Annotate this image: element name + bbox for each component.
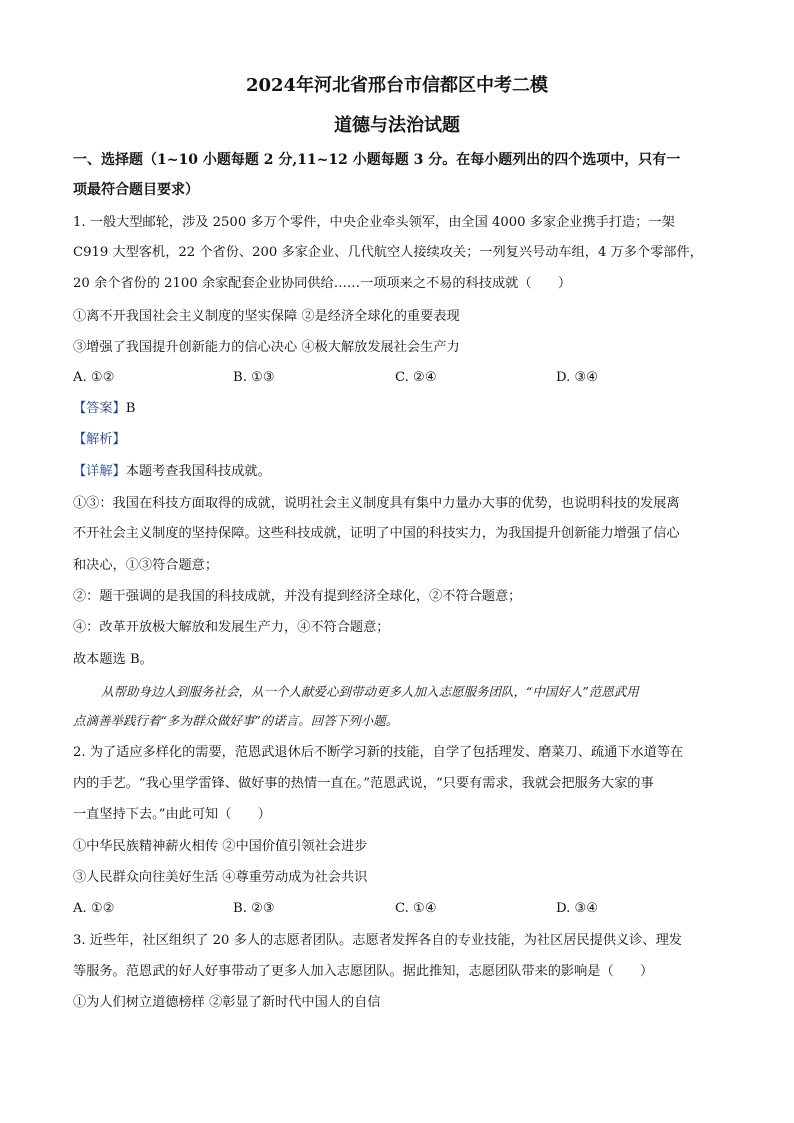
q1-option-a: A. ①② xyxy=(73,370,115,385)
q1-explanation: ④：改革开放极大解放和发展生产力，④不符合题意； xyxy=(73,620,390,635)
q2-option-a: A. ①② xyxy=(73,901,115,916)
q1-statements: ①离不开我国社会主义制度的坚实保障 ②是经济全球化的重要表现 xyxy=(73,309,460,324)
q2-stem: 2. 为了适应多样化的需要，范恩武退休后不断学习新的技能，自学了包括理发、磨菜刀、疏通下水道等在 xyxy=(73,745,684,760)
q1-answer xyxy=(73,400,723,418)
q1-statements: ③增强了我国提升创新能力的信心决心 ④极大解放发展社会生产力 xyxy=(73,340,460,355)
q2-option-c: C. ①④ xyxy=(395,901,437,916)
q1-stem: C919 大型客机，22 个省份、200 多家企业、几代航空人接续攻关；一列复兴号动车组，4 万多个零部件， xyxy=(73,245,703,260)
q1-conclusion: 故本题选 B。 xyxy=(73,652,153,667)
q3-stem: 3. 近些年，社区组织了 20 多人的志愿者团队。志愿者发挥各自的专业技能，为社区居民提供义诊、理发 xyxy=(73,933,682,948)
q2-option-b: B. ②③ xyxy=(233,901,275,916)
q1-explanation: 和决心，①③符合题意； xyxy=(73,558,219,573)
q1-stem: 20 余个省份的 2100 余家配套企业协同供给……一项项来之不易的科技成就（ ） xyxy=(73,276,572,291)
material-text: 从帮助身边人到服务社会，从一个人献爱心到带动更多人加入志愿服务团队，“中国好人”范恩武用 xyxy=(101,684,639,699)
material-text: 点滴善举践行着“多为群众做好事”的诺言。回答下列小题。 xyxy=(73,713,399,728)
detail-label: 【详解】 xyxy=(73,464,126,479)
exam-title: 2024年河北省邢台市信都区中考二模 xyxy=(245,75,549,96)
analysis-label: 【解析】 xyxy=(73,432,126,447)
section-heading-cont: 项最符合题目要求） xyxy=(73,182,199,198)
q1-stem: 1. 一般大型邮轮，涉及 2500 多万个零件，中央企业牵头领军，由全国 4000 多家企业携手打造；一架 xyxy=(73,215,675,230)
q2-statements: ①中华民族精神薪火相传 ②中国价值引领社会进步 xyxy=(73,839,368,854)
detail-text: 本题考查我国科技成就。 xyxy=(125,464,271,479)
q1-option-d: D. ③④ xyxy=(556,370,599,385)
q3-stem: 等服务。范恩武的好人好事带动了更多人加入志愿团队。据此推知，志愿团队带来的影响是（ ） xyxy=(73,964,654,979)
q1-option-c: C. ②④ xyxy=(395,370,437,385)
q1-explanation: ②：题干强调的是我国的科技成就，并没有提到经济全球化，②不符合题意； xyxy=(73,589,522,604)
q2-statements: ③人民群众向往美好生活 ④尊重劳动成为社会共识 xyxy=(73,870,368,885)
q1-explanation: ①③：我国在科技方面取得的成就，说明社会主义制度具有集中力量办大事的优势，也说明科技的发展离 xyxy=(73,496,680,511)
q1-option-b: B. ①③ xyxy=(233,370,275,385)
q2-stem: 内的手艺。“我心里学雷锋、做好事的热情一直在。”范恩武说，“只要有需求，我就会把服务大家的事 xyxy=(73,776,654,791)
q3-statements: ①为人们树立道德榜样 ②彰显了新时代中国人的自信 xyxy=(73,995,381,1010)
answer-value: B xyxy=(125,401,136,416)
answer-label: 【答案】 xyxy=(73,401,126,416)
q2-stem: 一直坚持下去。”由此可知（ ） xyxy=(73,807,271,822)
q1-detail xyxy=(73,463,723,481)
q1-explanation: 不开社会主义制度的坚持保障。这些科技成就，证明了中国的科技实力，为我国提升创新能力增强了信心 xyxy=(73,526,680,541)
exam-subject: 道德与法治试题 xyxy=(334,115,460,136)
q2-option-d: D. ③④ xyxy=(556,901,599,916)
section-heading: 一、选择题（1~10 小题每题 2 分,11~12 小题每题 3 分。在每小题列出的四个选项中，只有一 xyxy=(73,152,681,168)
